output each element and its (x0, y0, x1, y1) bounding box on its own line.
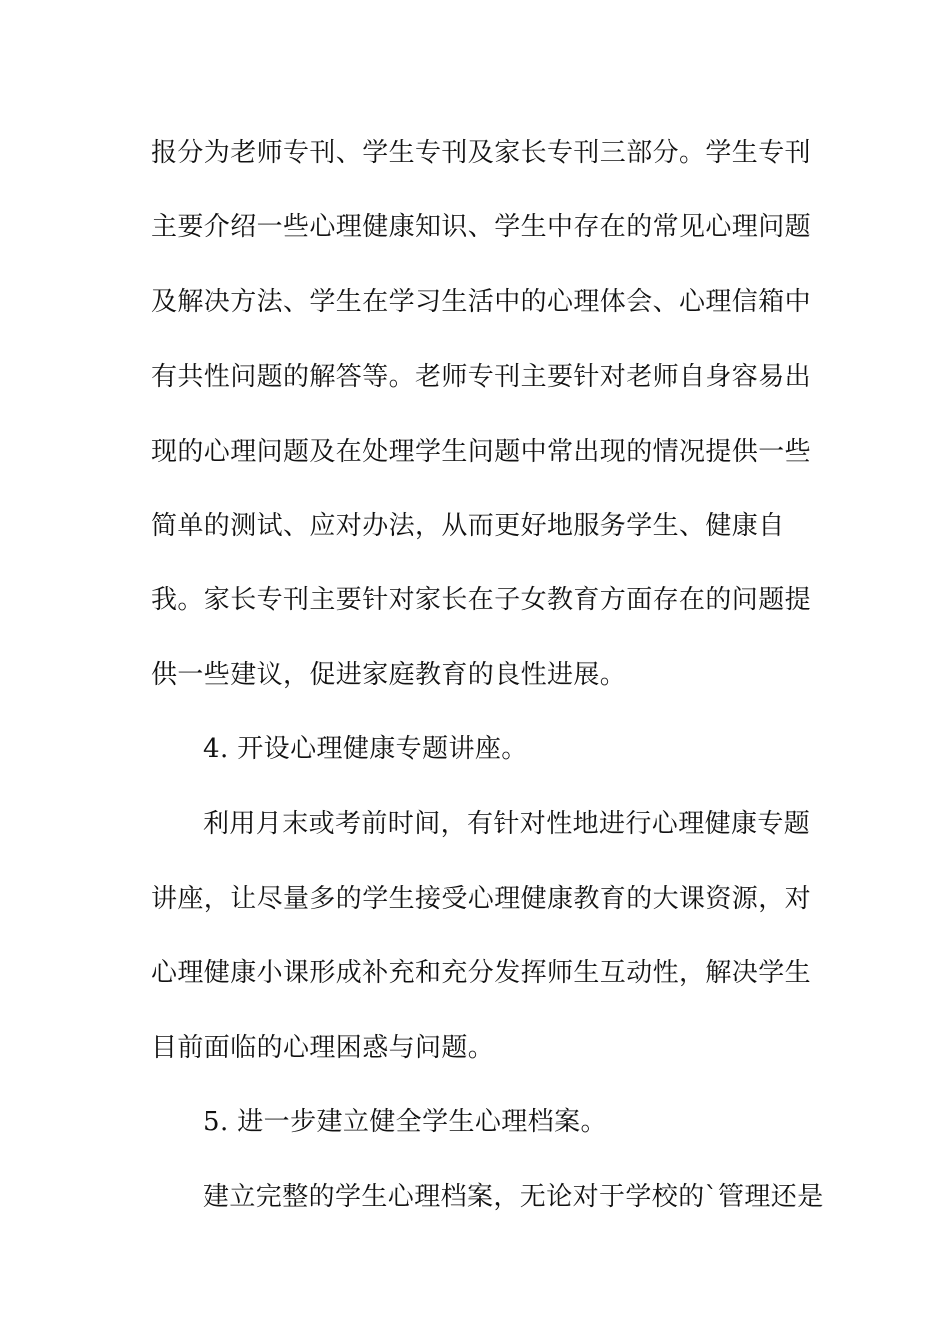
paragraph-line: 我。家长专刊主要针对家长在子女教育方面存在的问题提 (151, 585, 812, 615)
paragraph-line: 讲座，让尽量多的学生接受心理健康教育的大课资源，对 (151, 884, 812, 914)
paragraph-line: 建立完整的学生心理档案，无论对于学校的`管理还是 (203, 1182, 824, 1212)
paragraph-line: 供一些建议，促进家庭教育的良性进展。 (151, 660, 627, 690)
paragraph-line: 报分为老师专刊、学生专刊及家长专刊三部分。学生专刊 (151, 138, 812, 168)
paragraph-line: 简单的测试、应对办法，从而更好地服务学生、健康自 (151, 511, 785, 541)
section-heading: 5. 进一步建立健全学生心理档案。 (203, 1107, 607, 1137)
paragraph-line: 及解决方法、学生在学习生活中的心理体会、心理信箱中 (151, 287, 812, 317)
paragraph-line: 利用月末或考前时间，有针对性地进行心理健康专题 (203, 809, 811, 839)
paragraph-line: 心理健康小课形成补充和充分发挥师生互动性，解决学生 (151, 958, 812, 988)
paragraph-line: 目前面临的心理困惑与问题。 (151, 1033, 495, 1063)
paragraph-line: 主要介绍一些心理健康知识、学生中存在的常见心理问题 (151, 212, 812, 242)
section-heading: 4. 开设心理健康专题讲座。 (203, 734, 528, 764)
paragraph-line: 现的心理问题及在处理学生问题中常出现的情况提供一些 (151, 437, 812, 467)
paragraph-line: 有共性问题的解答等。老师专刊主要针对老师自身容易出 (151, 362, 812, 392)
